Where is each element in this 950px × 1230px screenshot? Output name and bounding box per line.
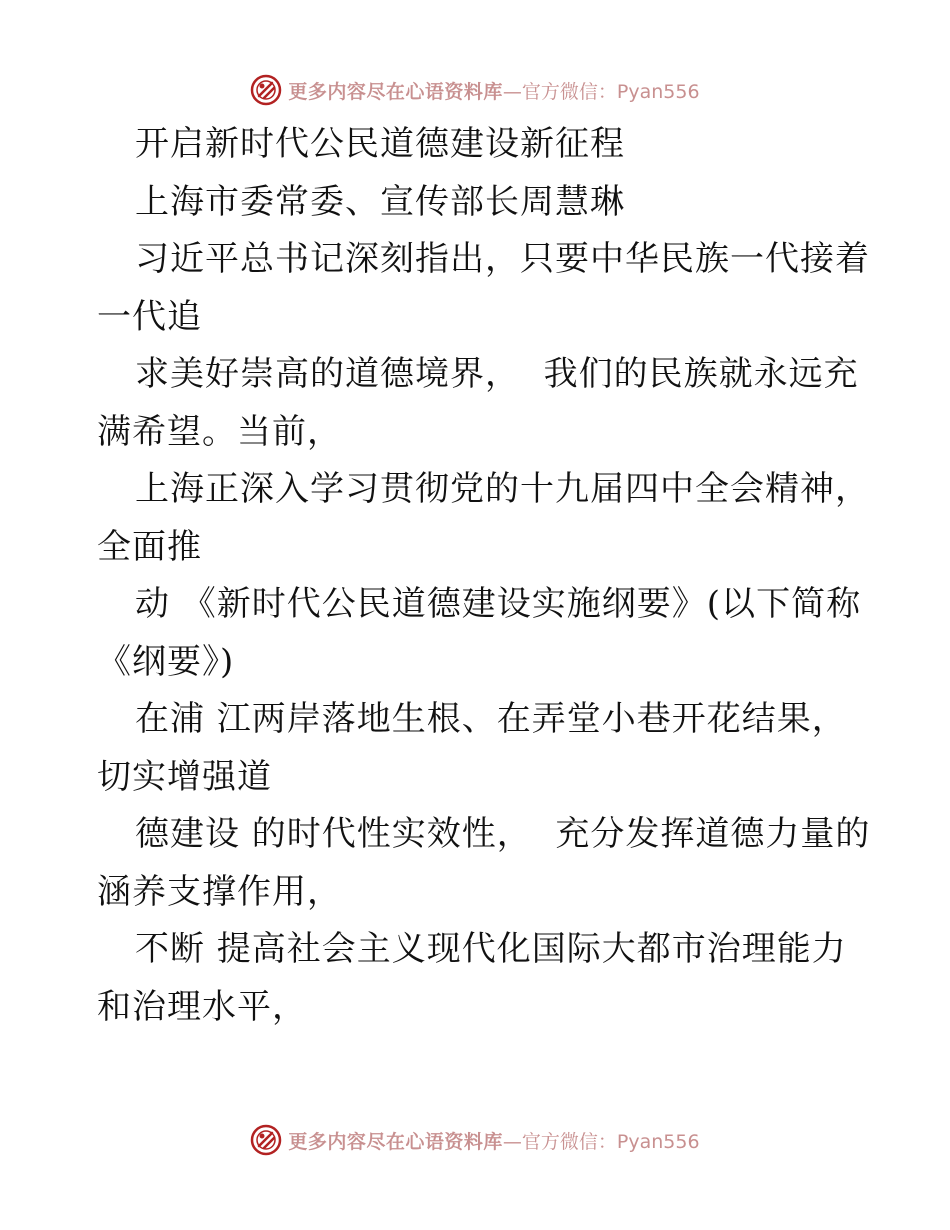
body-line: 全面推 (97, 526, 202, 567)
body-line: 和治理水平， (97, 986, 307, 1027)
banner-sub-text: —官方微信：Pyan556 (502, 1130, 700, 1153)
body-line: 在浦 江两岸落地生根、在弄堂小巷开花结果， (135, 699, 847, 739)
body-line: 动 《新时代公民道德建设实施纲要》(以下简称 (135, 584, 862, 624)
document-body (97, 116, 871, 1036)
banner-sub-text: —官方微信：Pyan556 (502, 80, 700, 103)
body-line: 求美好崇高的道德境界， 我们的民族就永远充 (135, 354, 859, 394)
banner-main-text: 更多内容尽在心语资料库 (288, 1130, 503, 1153)
body-line: 上海正深入学习贯彻党的十九届四中全会精神， (135, 469, 870, 509)
body-line: 一代追 (97, 296, 202, 337)
body-line: 切实增强道 (97, 756, 272, 797)
red-seal-logo-icon (250, 1124, 282, 1156)
doc-title: 开启新时代公民道德建设新征程 (135, 124, 625, 164)
body-line: 涵养支撑作用， (97, 871, 342, 912)
body-line: 《纲要》) (97, 641, 235, 682)
body-line: 不断 提高社会主义现代化国际大都市治理能力 (135, 929, 847, 969)
footer-banner (0, 1120, 950, 1160)
doc-author: 上海市委常委、宣传部长周慧琳 (135, 181, 625, 222)
body-line: 德建设 的时代性实效性， 充分发挥道德力量的 (135, 814, 871, 854)
header-banner (0, 70, 950, 110)
red-seal-logo-icon (250, 74, 282, 106)
banner-main-text: 更多内容尽在心语资料库 (288, 80, 503, 103)
body-line: 习近平总书记深刻指出，只要中华民族一代接着 (135, 239, 870, 279)
body-line: 满希望。当前， (97, 411, 342, 452)
